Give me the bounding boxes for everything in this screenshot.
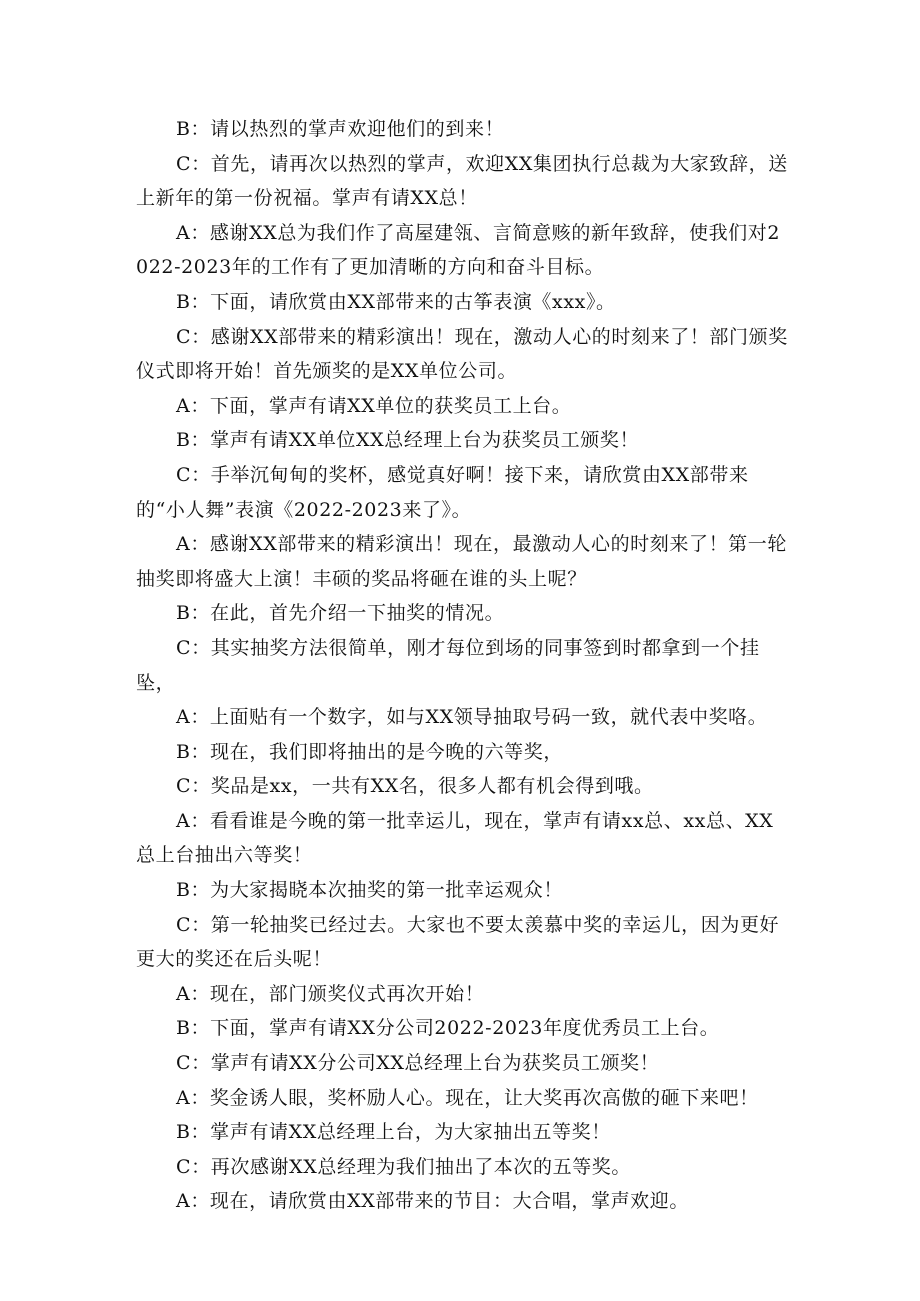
paragraph: A：感谢XX总为我们作了高屋建瓴、言简意赅的新年致辞，使我们对2022-2023年的工作有了更加清晰的方向和奋斗目标。: [136, 221, 781, 279]
paragraph: C：手举沉甸甸的奖杯，感觉真好啊！接下来，请欣赏由XX部带来的“小人舞”表演《2022-2023来了》。: [136, 463, 749, 521]
paragraph: B：掌声有请XX总经理上台，为大家抽出五等奖！: [176, 1121, 611, 1144]
paragraph: B：掌声有请XX单位XX总经理上台为获奖员工颁奖！: [176, 429, 640, 452]
paragraph: C：第一轮抽奖已经过去。大家也不要太羡慕中奖的幸运儿，因为更好更大的奖还在后头呢！: [136, 913, 780, 971]
paragraph: B：现在，我们即将抽出的是今晚的六等奖，: [176, 740, 563, 763]
paragraph: C：感谢XX部带来的精彩演出！现在，激动人心的时刻来了！部门颁奖仪式即将开始！首先颁奖的是XX单位公司。: [136, 325, 788, 383]
paragraph: A：奖金诱人眼，奖杯励人心。现在，让大奖再次高傲的砸下来吧！: [176, 1086, 759, 1109]
paragraph: B：请以热烈的掌声欢迎他们的到来！: [176, 118, 505, 140]
paragraph: A：上面贴有一个数字，如与XX领导抽取号码一致，就代表中奖咯。: [176, 706, 768, 729]
paragraph: C：再次感谢XX总经理为我们抽出了本次的五等奖。: [176, 1155, 631, 1178]
document-body: [136, 112, 792, 1219]
paragraph: A：下面，掌声有请XX单位的获奖员工上台。: [176, 394, 572, 417]
paragraph: C：首先，请再次以热烈的掌声，欢迎XX集团执行总裁为大家致辞，送上新年的第一份祝福。掌声有请XX总！: [136, 152, 788, 210]
paragraph: B：在此，首先介绍一下抽奖的情况。: [176, 602, 505, 625]
paragraph: C：掌声有请XX分公司XX总经理上台为获奖员工颁奖！: [176, 1052, 660, 1075]
paragraph: C：其实抽奖方法很简单，刚才每位到场的同事签到时都拿到一个挂坠，: [136, 636, 760, 694]
paragraph: A：现在，部门颁奖仪式再次开始！: [176, 982, 485, 1005]
paragraph: B：下面，请欣赏由XX部带来的古筝表演《xxx》。: [176, 290, 616, 313]
paragraph: C：奖品是xx，一共有XX名，很多人都有机会得到哦。: [176, 775, 654, 798]
paragraph: A：看看谁是今晚的第一批幸运儿，现在，掌声有请xx总、xx总、XX总上台抽出六等奖！: [136, 809, 774, 867]
paragraph: A：现在，请欣赏由XX部带来的节目：大合唱，掌声欢迎。: [176, 1190, 689, 1213]
paragraph: A：感谢XX部带来的精彩演出！现在，最激动人心的时刻来了！第一轮抽奖即将盛大上演！丰硕的奖品将砸在谁的头上呢？: [136, 533, 787, 590]
paragraph: B：下面，掌声有请XX分公司2022-2023年度优秀员工上台。: [176, 1017, 720, 1040]
paragraph: B：为大家揭晓本次抽奖的第一批幸运观众！: [176, 879, 563, 902]
